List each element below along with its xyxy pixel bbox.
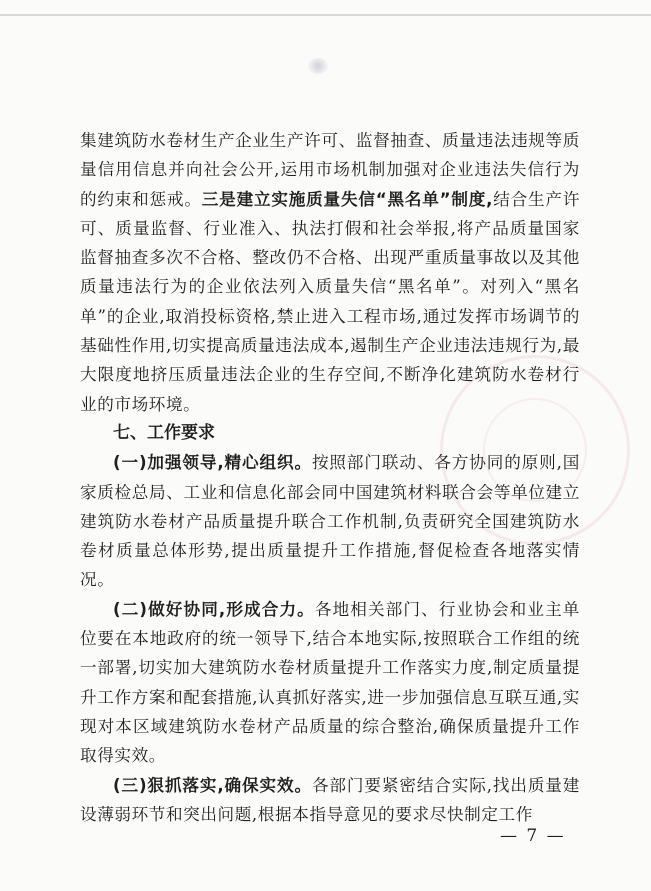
item-2-body: 各地相关部门、行业协会和业主单位要在本地政府的统一领导下,结合本地实际,按照联合工作组的统一部署,切实加大建筑防水卷材质量提升工作落实力度,制定质量提升工作方案和配套措施,认真抓好落实,进一步加强信息互联互通,实现对本区域建筑防水卷材产品质量的综合整治,确保质量提升工作取得实效。 — [80, 599, 580, 766]
opening-paragraph — [80, 126, 580, 419]
item-3-paragraph — [80, 771, 580, 830]
page-number: — 7 — — [500, 826, 566, 846]
item-2-paragraph — [80, 595, 580, 771]
item-1-paragraph — [80, 448, 580, 594]
item-1-body: 按照部门联动、各方协同的原则,国家质检总局、工业和信息化部会同中国建筑材料联合会等单位建立建筑防水卷材产品质量提升联合工作机制,负责研究全国建筑防水卷材质量总体形势,提出质量提升工作措施,督促检查各地落实情况。 — [80, 453, 581, 590]
opening-text-part-a: 集建筑防水卷材生产企业生产许可、监督抽查、质量违法违规等质量信用信息并向社会公开,运用市场机制加强对企业违法失信行为的约束和惩戒。 — [80, 131, 580, 209]
item-3-title: (三)狠抓落实,确保实效。 — [113, 775, 312, 795]
item-3-body: 各部门要紧密结合实际,找出质量建设薄弱环节和突出问题,根据本指导意见的要求尽快制定工作 — [80, 775, 581, 824]
opening-text-part-b: 结合生产许可、质量监督、行业准入、执法打假和社会举报,将产品质量国家监督抽查多次不合格、整改仍不合格、出现严重质量事故以及其他质量违法行为的企业依法列入质量失信“黑名单”。对列入“黑名单”的企业,取消投标资格,禁止进入工程市场,通过发挥市场调节的基础性作用,切实提高质量违法成本,遏制生产企业违法违规行为,最大限度地挤压质量违法企业的生存空间,不断净化建筑防水卷材行业的市场环境。 — [80, 189, 581, 414]
opening-bold-phrase: 三是建立实施质量失信“黑名单”制度, — [201, 189, 494, 209]
section-heading: 七、工作要求 — [113, 422, 215, 443]
document-body — [80, 126, 580, 829]
item-2-title: (二)做好协同,形成合力。 — [113, 599, 315, 619]
scan-smudge — [308, 58, 328, 74]
page-top-edge — [0, 14, 651, 16]
item-1-title: (一)加强领导,精心组织。 — [113, 453, 312, 473]
